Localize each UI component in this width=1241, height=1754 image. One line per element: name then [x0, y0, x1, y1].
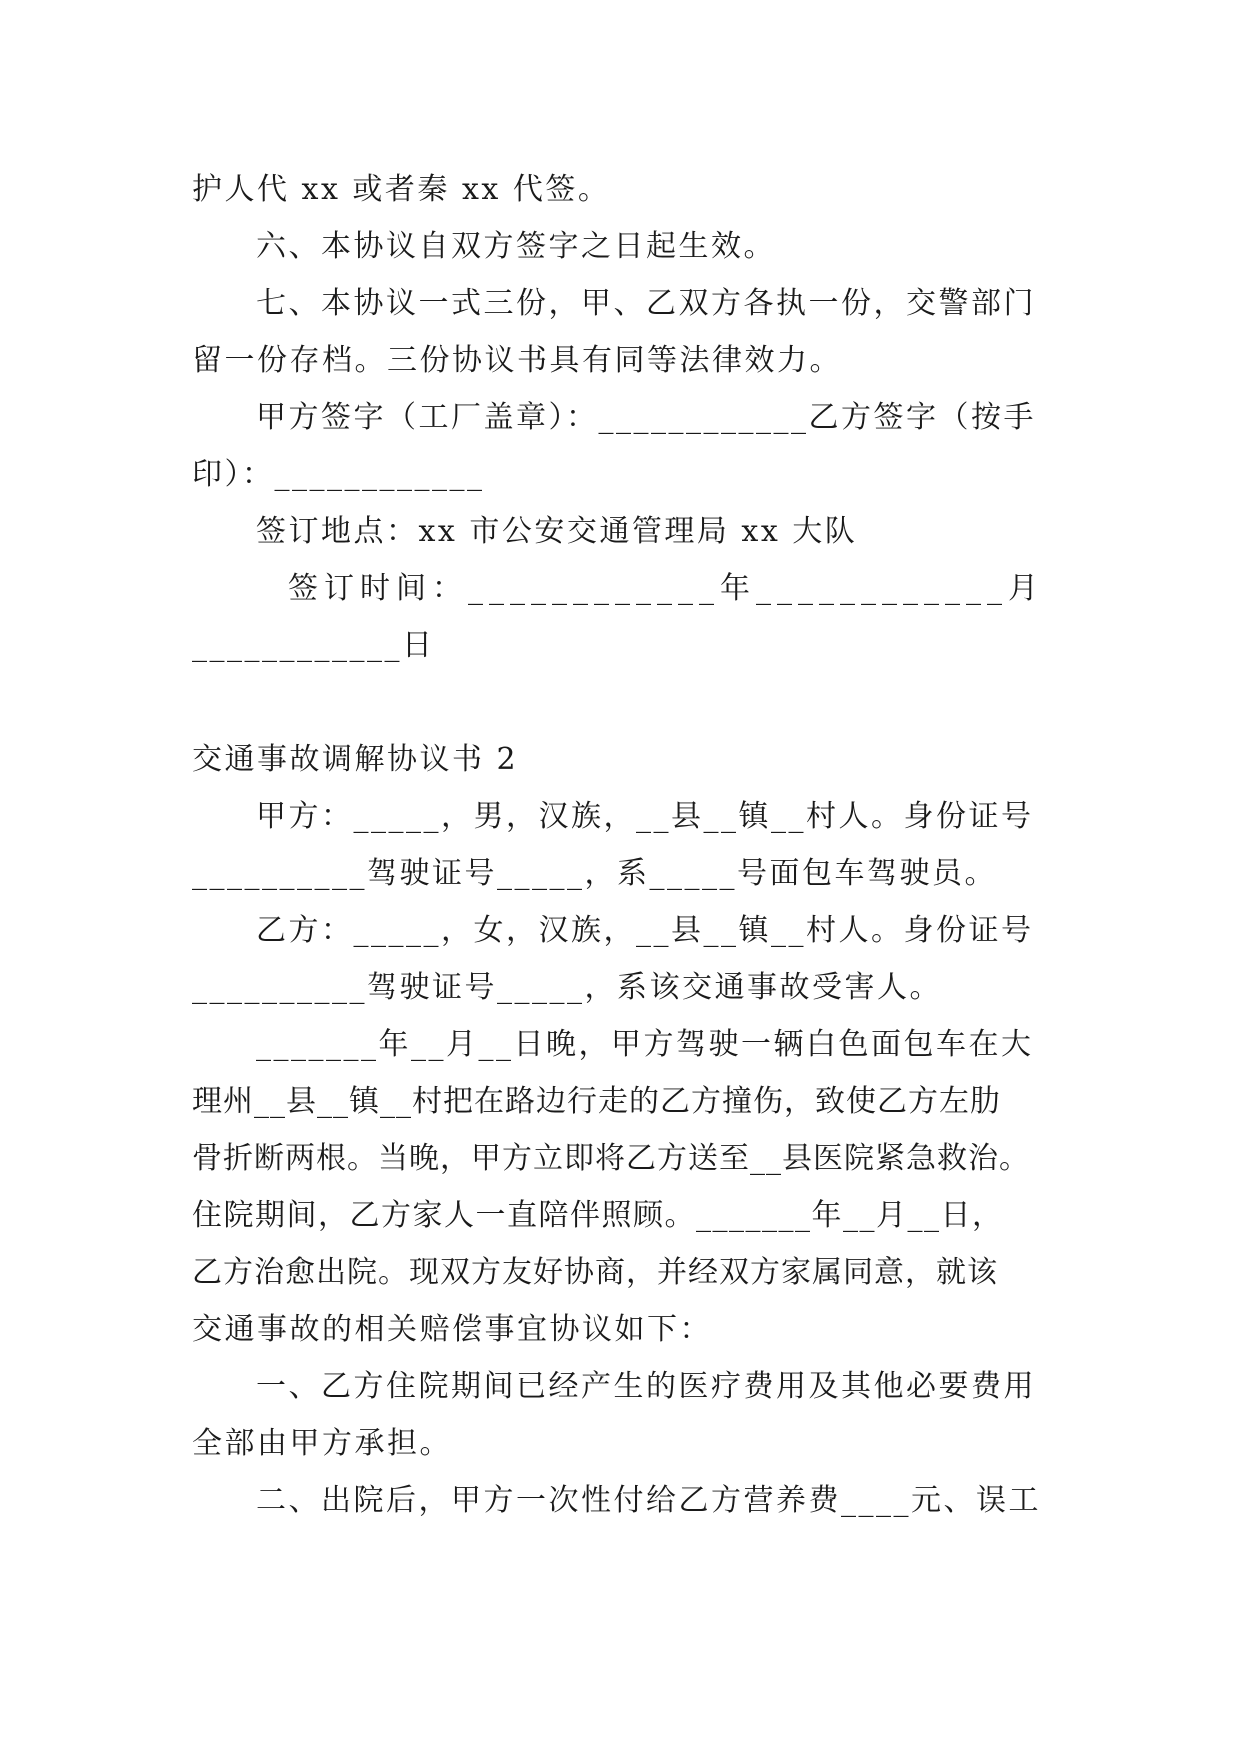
text-line: 交通事故的相关赔偿事宜协议如下：: [192, 1312, 712, 1347]
clause-two: 二、出院后，甲方一次性付给乙方营养费____元、误工: [256, 1483, 1041, 1518]
text-line: __________驾驶证号_____，系该交通事故受害人。: [192, 970, 942, 1005]
signing-date: 签订时间：____________年____________月: [288, 571, 1044, 606]
accident-description: _______年__月__日晚，甲方驾驶一辆白色面包车在大: [256, 1027, 1034, 1062]
text-line: __________驾驶证号_____，系_____号面包车驾驶员。: [192, 856, 997, 891]
text-line: 全部由甲方承担。: [192, 1426, 452, 1461]
party-a-info: 甲方：_____，男，汉族，__县__镇__村人。身份证号: [256, 799, 1034, 834]
text-line: 住院期间，乙方家人一直陪伴照顾。_______年__月__日，: [192, 1198, 1004, 1233]
text-line: 印）：____________: [192, 457, 485, 492]
clause-seven: 七、本协议一式三份，甲、乙双方各执一份，交警部门: [256, 286, 1036, 321]
clause-one: 一、乙方住院期间已经产生的医疗费用及其他必要费用: [256, 1369, 1036, 1404]
text-line: 理州__县__镇__村把在路边行走的乙方撞伤，致使乙方左肋: [192, 1084, 1001, 1119]
signature-party-a: 甲方签字（工厂盖章）：____________乙方签字（按手: [256, 400, 1036, 435]
text-line: 骨折断两根。当晚，甲方立即将乙方送至__县医院紧急救治。: [192, 1141, 1030, 1176]
text-line: ____________日: [192, 628, 435, 663]
text-line: 留一份存档。三份协议书具有同等法律效力。: [192, 343, 842, 378]
section-title: 交通事故调解协议书 2: [192, 742, 519, 777]
clause-six: 六、本协议自双方签字之日起生效。: [256, 229, 776, 264]
text-line: 乙方治愈出院。现双方友好协商，并经双方家属同意，就该: [192, 1255, 998, 1290]
signing-location: 签订地点：xx 市公安交通管理局 xx 大队: [256, 514, 858, 549]
text-line: 护人代 xx 或者秦 xx 代签。: [192, 172, 611, 207]
party-b-info: 乙方：_____，女，汉族，__县__镇__村人。身份证号: [256, 913, 1034, 948]
